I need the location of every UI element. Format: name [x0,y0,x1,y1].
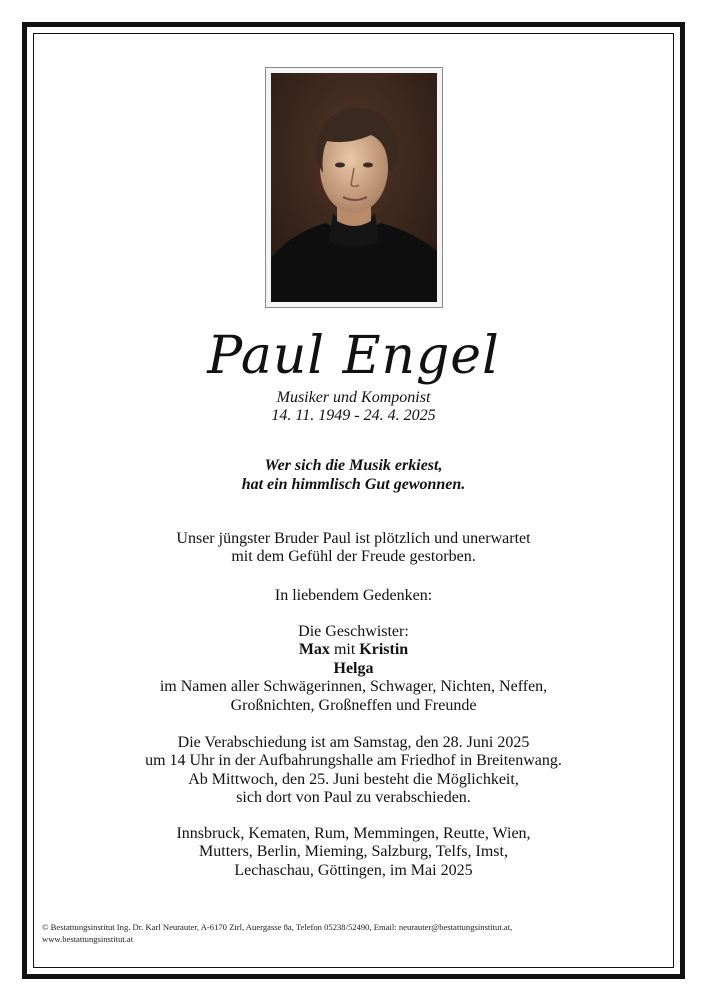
relatives-line: im Namen aller Schwägerinnen, Schwager, Nichten, Neffen, [159,678,548,696]
footer-line: www.bestattungsinstitut.at [42,934,134,944]
motto-line: hat ein himmlisch Gut gewonnen. [241,476,466,493]
announcement-line: mit dem Gefühl der Freude gestorben. [231,548,476,566]
farewell-line: um 14 Uhr in der Aufbahrungshalle am Friedhof in Breitenwang. [145,752,562,770]
family-block [0,623,707,715]
announcement-line: Unser jüngster Bruder Paul ist plötzlich und unerwartet [176,530,531,547]
announcement-text [0,530,707,567]
motto-line: Wer sich die Musik erkiest, [264,457,443,474]
places-line: Mutters, Berlin, Mieming, Salzburg, Telfs, Imst, [199,843,508,861]
life-dates: 14. 11. 1949 - 24. 4. 2025 [271,407,436,424]
partner-name: Kristin [359,641,409,659]
farewell-line: sich dort von Paul zu verabschieden. [236,789,471,807]
farewell-info [0,734,707,808]
portrait-photo [271,73,437,302]
profession: Musiker und Komponist [276,389,431,406]
motto-quote [0,456,707,494]
sibling-name: Max [298,641,330,659]
farewell-line: Ab Mittwoch, den 25. Juni besteht die Möglichkeit, [188,770,519,788]
footer-line: © Bestattungsinstitut Ing. Dr. Karl Neurauter, A-6170 Zirl, Auergasse 8a, Telefon 05238/52490, Email: neurauter@bestattungsinstitut.at, [42,922,513,932]
sibling-line-2 [0,660,707,678]
farewell-line: Die Verabschiedung ist am Samstag, den 28. Juni 2025 [177,734,530,751]
sibling-line-1 [0,641,707,659]
sibling-name: Helga [333,659,374,677]
places-line: Innsbruck, Kematen, Rum, Memmingen, Reutte, Wien, [176,825,531,842]
deceased-name: Paul Engel [207,326,500,386]
places-and-date [0,825,707,880]
places-line: Lechaschau, Göttingen, im Mai 2025 [234,861,473,879]
family-heading: Die Geschwister: [298,623,409,640]
footer-imprint [42,921,642,945]
relatives-line: Großnichten, Großneffen und Freunde [230,696,477,714]
connector-text: mit [329,641,360,659]
remembrance-line: In liebendem Gedenken: [274,587,433,604]
